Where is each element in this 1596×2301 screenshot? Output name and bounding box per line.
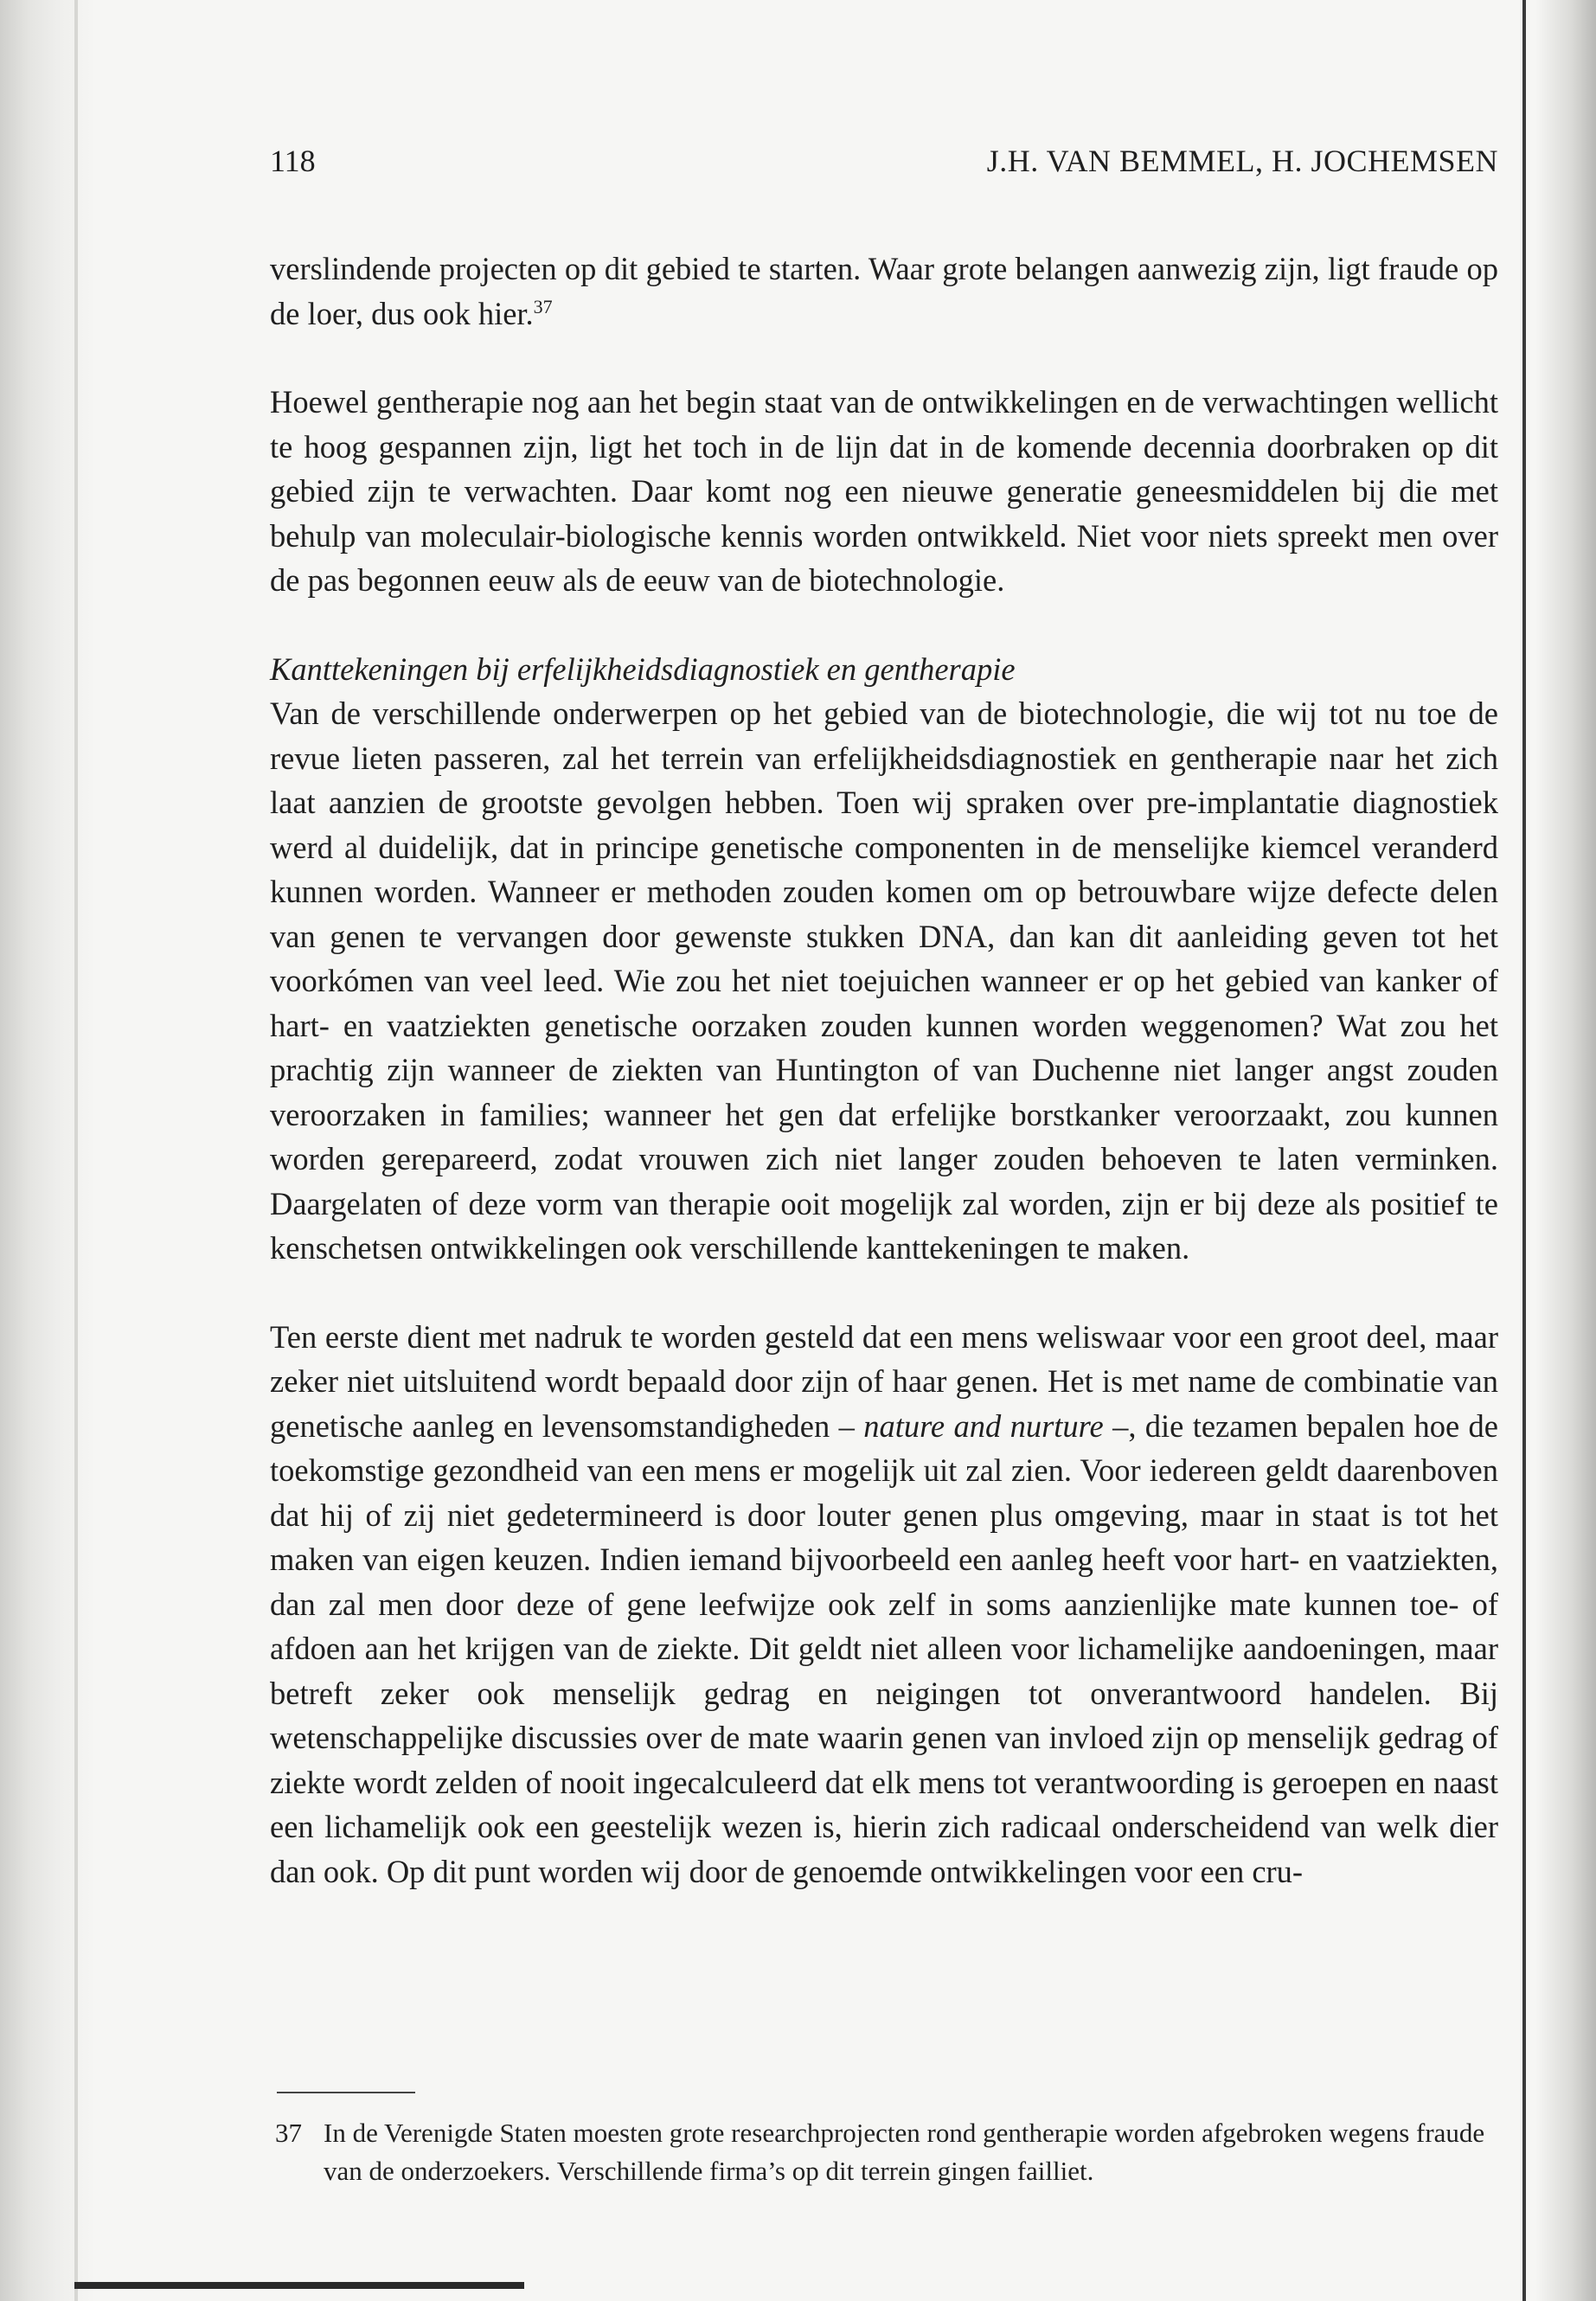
scan-gutter-shadow (0, 0, 95, 2301)
footnotes (275, 2114, 1503, 2190)
section-title: Kanttekeningen bij erfelijkheidsdiagnostiek en gentherapie (270, 651, 1016, 687)
footnote-separator (277, 2092, 415, 2093)
footnote-number: 37 (275, 2118, 302, 2148)
page-right-edge (1522, 0, 1526, 2301)
scan-right-edge-shadow (1535, 0, 1596, 2301)
paragraph-spacer (270, 1271, 1498, 1315)
running-head: J.H. VAN BEMMEL, H. JOCHEMSEN (986, 144, 1498, 178)
paragraph-4-text-after: –, die tezamen bepalen hoe de toekomstige gezondheid van een mens er mogelijk uit zal zien. Voor iedereen geldt daarenboven dat hij of zij niet gedetermineerd is door louter genen plus omgeving, maar in staat is tot het maken van eigen keuzen. Indien iemand bijvoorbeeld een aanleg heeft voor hart- en vaatziekten, dan zal men door deze of gene leefwijze ook zelf in soms aanzienlijke mate kunnen toe- of afdoen aan het krijgen van de ziekte. Dit geldt niet alleen voor lichamelijke aandoeningen, maar betreft zeker ook menselijk gedrag en neigingen tot onverantwoord handelen. Bij wetenschappelijke discussies over de mate waarin genen van invloed zijn op menselijk gedrag of ziekte wordt zelden of nooit ingecalculeerd dat elk mens tot verantwoording is geroepen en naast een lichamelijk ook een geestelijk wezen is, hierin zich radicaal onderscheidend van welk dier dan ook. Op dit punt worden wij door de genoemde ontwikkelingen voor een cru- (270, 1407, 1498, 1889)
paragraph-1 (270, 247, 1498, 336)
paragraph-3: Van de verschillende onderwerpen op het gebied van de biotechnologie, die wij tot nu toe de revue lieten passeren, zal het terrein van erfelijkheidsdiagnostiek en gentherapie naar het zich laat aanzien de grootste gevolgen hebben. Toen wij spraken over pre-implantatie diagnostiek werd al duidelijk, dat in principe genetische componenten in de menselijke kiemcel veranderd kunnen worden. Wanneer er methoden zouden komen om op betrouwbare wijze defecte delen van genen te vervangen door gewenste stukken DNA, dan kan dit aanleiding geven tot het voorkómen van veel leed. Wie zou het niet toejuichen wanneer er op het gebied van kanker of hart- en vaatziekten genetische oorzaken zouden kunnen worden weggenomen? Wat zou het prachtig zijn wanneer de ziekten van Huntington of van Duchenne niet langer angst zouden veroorzaken in families; wanneer het gen dat erfelijke borstkanker veroorzaakt, zou kunnen worden gerepareerd, zodat vrouwen zich niet langer zouden behoeven te laten verminken. Daargelaten of deze vorm van therapie ooit mogelijk zal worden, zijn er bij deze als positief te kenschetsen ontwikkelingen ook verschillende kanttekeningen te maken. (270, 695, 1498, 1266)
footnote-reference: 37 (533, 295, 553, 317)
scan-gutter-line (74, 0, 78, 2301)
paragraph-1-text: verslindende projecten op dit gebied te starten. Waar grote belangen aanwezig zijn, ligt fraude op de loer, dus ook hier. (270, 251, 1498, 331)
paragraph-4 (270, 1315, 1498, 1894)
paragraph-spacer (270, 603, 1498, 647)
paragraph-4-italic-term: nature and nurture (863, 1407, 1104, 1444)
footnote (275, 2114, 1503, 2190)
paragraph-4-text-before: Ten eerste dient met nadruk te worden gesteld dat een mens weliswaar voor een groot deel, maar zeker niet uitsluitend wordt bepaald door zijn of haar genen. Het is met name de combinatie van genetische aanleg en levensomstandigheden – (270, 1318, 1498, 1444)
footnote-text: In de Verenigde Staten moesten grote researchprojecten rond gentherapie worden afgebroken wegens fraude van de onderzoekers. Verschillende firma’s op dit terrein gingen failliet. (324, 2118, 1485, 2186)
body-text (270, 247, 1498, 1894)
page-number: 118 (270, 144, 316, 178)
page-header (270, 143, 1498, 186)
scan-bottom-mark (74, 2282, 524, 2289)
paragraph-2: Hoewel gentherapie nog aan het begin staat van de ontwikkelingen en de verwachtingen wellicht te hoog gespannen zijn, ligt het toch in de lijn dat in de komende decennia doorbraken op dit gebied zijn te verwachten. Daar komt nog een nieuwe generatie geneesmiddelen bij die met behulp van moleculair-biologische kennis worden ontwikkeld. Niet voor niets spreekt men over de pas begonnen eeuw als de eeuw van de biotechnologie. (270, 384, 1498, 598)
paragraph-spacer (270, 336, 1498, 380)
